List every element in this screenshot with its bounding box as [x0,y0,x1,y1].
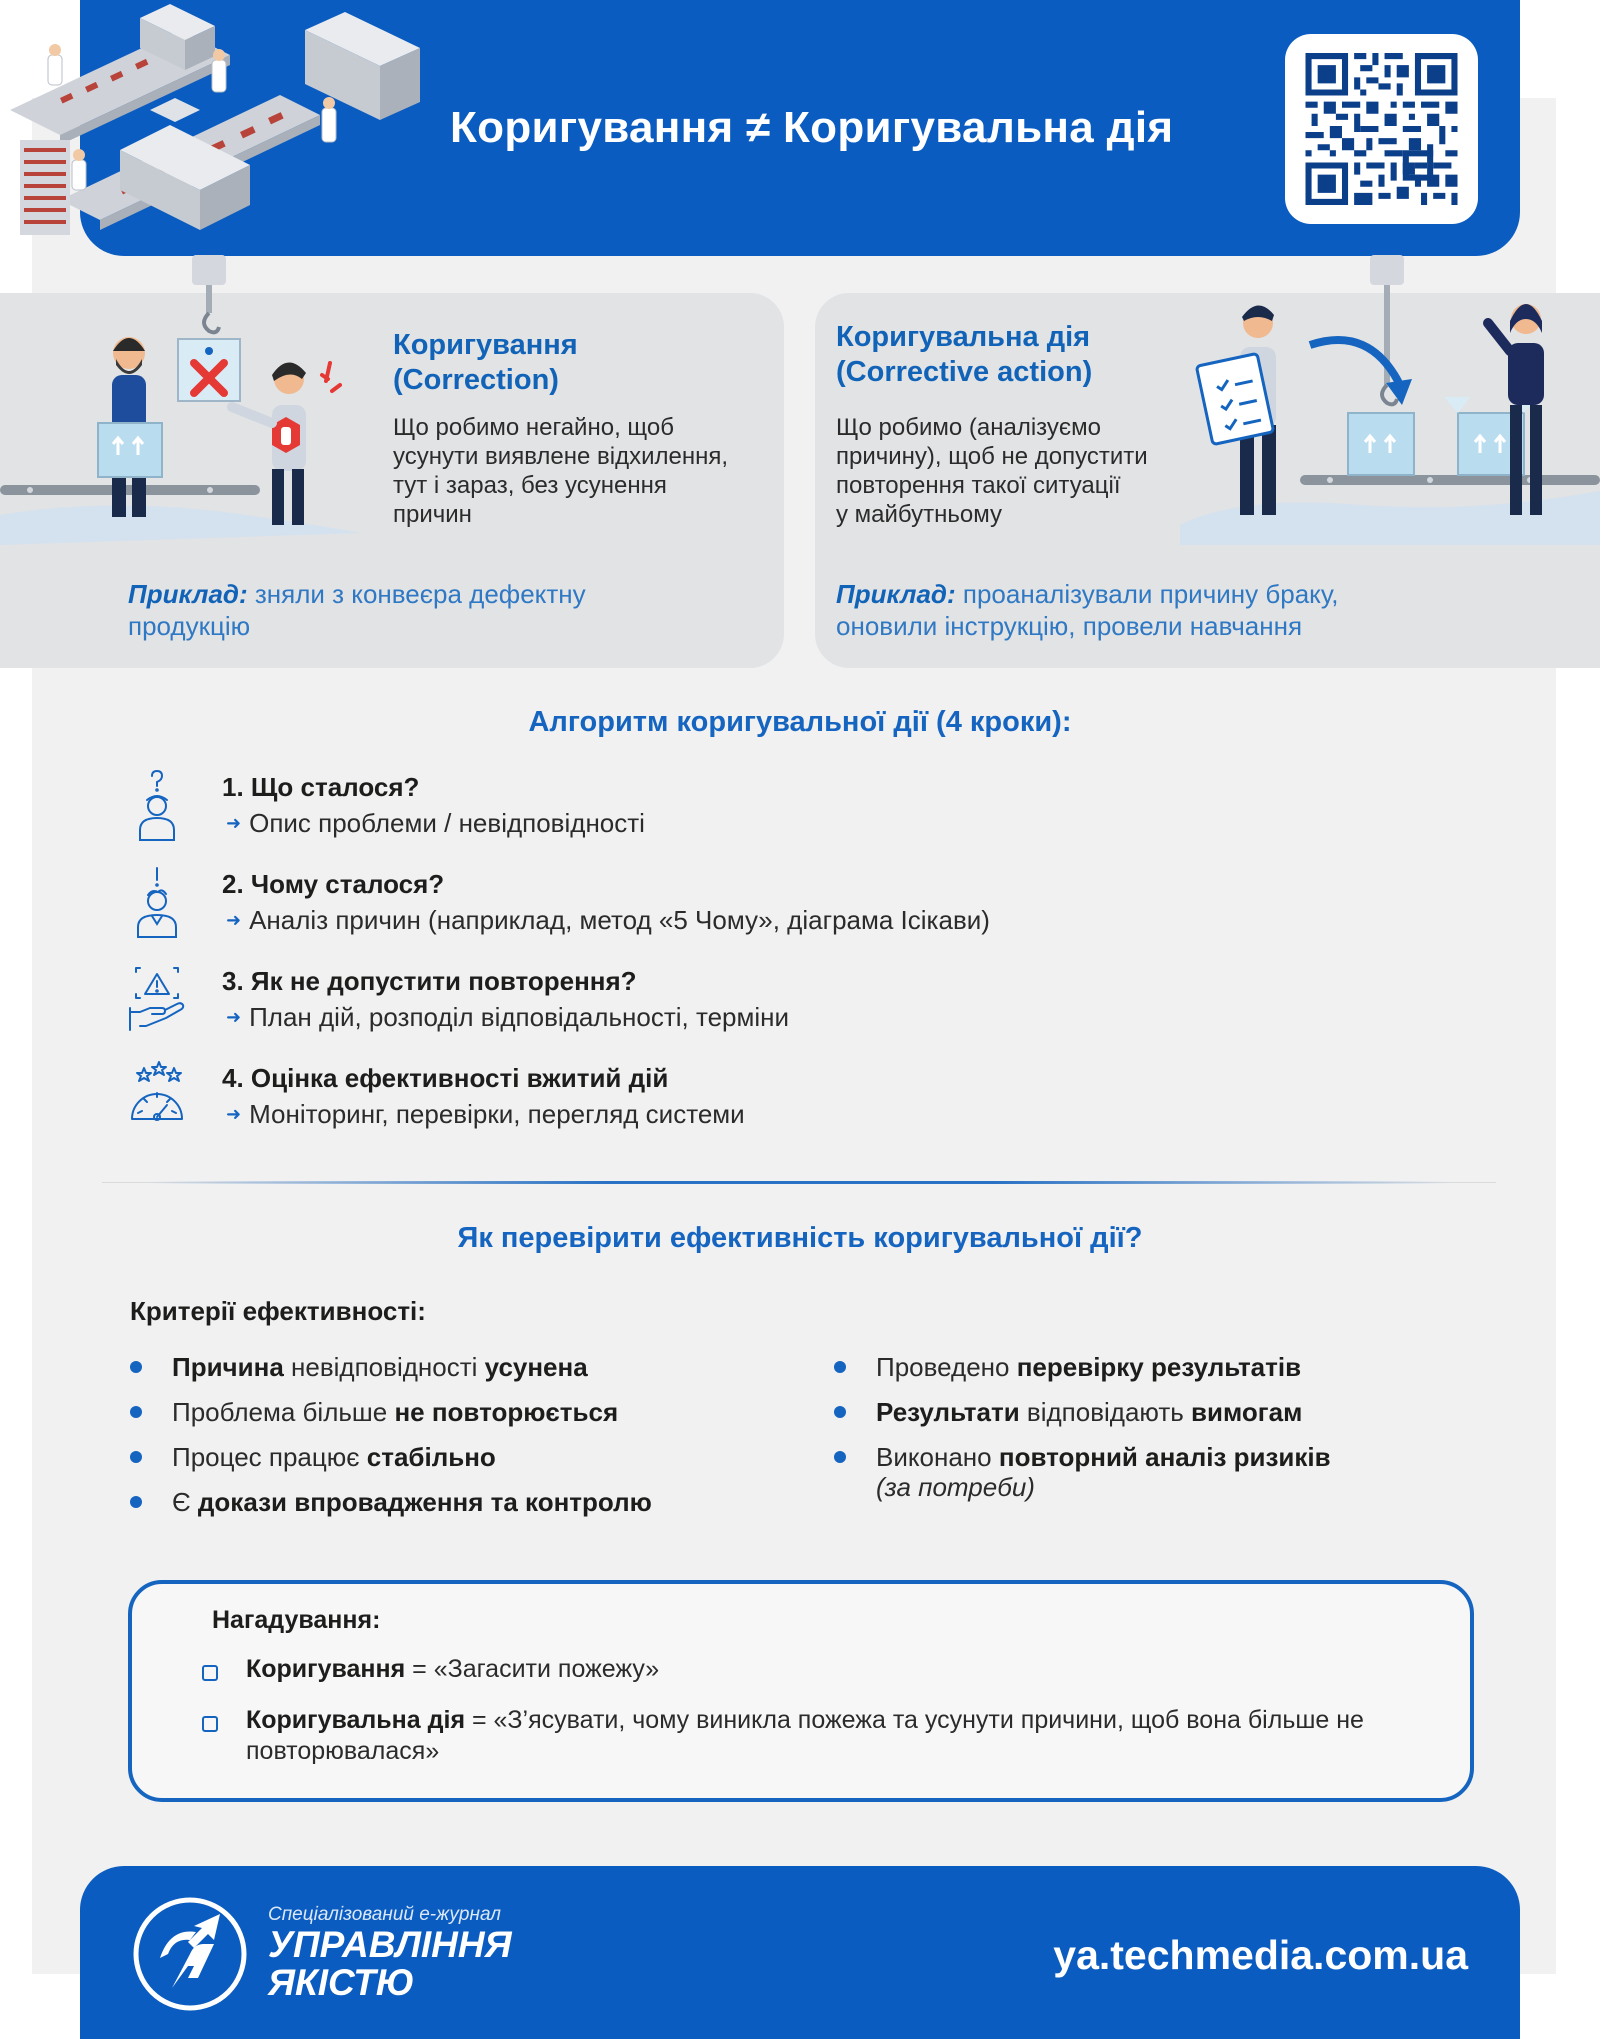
algorithm-step-2 [120,867,1120,947]
hand-warning-icon [128,964,186,1036]
footer-subtitle: Спеціалізований е-журнал [268,1904,502,1925]
criteria-note: (за потреби) [876,1472,1035,1502]
criteria-item: Процес працює стабільно [130,1442,750,1472]
arrow-right-icon: ➜ [226,813,242,833]
correction-example-text: зняли з конвеєра дефектну [247,579,586,609]
criteria-list-left [130,1352,750,1532]
arrow-right-icon: ➜ [226,1104,242,1124]
step-description [226,1099,745,1130]
correction-illustration [0,255,380,545]
correction-title: Коригування (Correction) [393,329,578,396]
footer-banner [80,1866,1520,2039]
reminder-item: Коригування = «Загасити пожежу» [202,1654,1422,1685]
criteria-item: Проблема більше не повторюється [130,1397,750,1427]
algorithm-step-4 [120,1061,1120,1141]
reminder-title: Нагадування: [212,1606,381,1634]
correction-description: Що робимо негайно, щоб усунути виявлене відхилення, тут і зараз, без усунення причин [393,414,729,528]
algorithm-heading: Алгоритм коригувальної дії (4 кроки): [528,706,1072,738]
person-exclamation-icon [128,867,186,939]
criteria-item: Причина невідповідності усунена [130,1352,750,1382]
step-description-text: Опис проблеми / невідповідності [249,808,645,838]
step-description [226,905,990,936]
correction-example-label: Приклад: [128,579,248,609]
qr-code [1285,34,1478,224]
corrective-action-example [836,578,1338,642]
step-title: 1. Що сталося? [222,772,420,802]
magazine-logo-icon [132,1896,248,2012]
arrow-right-icon: ➜ [226,910,242,930]
corrective-action-description: Що робимо (аналізуємо причину), щоб не допустити повторення такої ситуації у майбутньому [836,414,1148,528]
person-question-icon [128,770,186,842]
step-description-text: План дій, розподіл відповідальності, терміни [249,1002,790,1032]
algorithm-step-1 [120,770,1120,850]
step-title: 3. Як не допустити повторення? [222,966,637,996]
reminder-box [128,1580,1474,1802]
factory-illustration [0,0,440,240]
criteria-item: Виконано повторний аналіз ризиків (за потреби) [834,1442,1474,1502]
section-divider-accent [150,1181,1450,1184]
criteria-item: Проведено перевірку результатів [834,1352,1474,1382]
criteria-heading: Критерії ефективності: [130,1296,426,1326]
gauge-stars-icon [128,1061,186,1133]
step-description [226,808,645,839]
criteria-item: Результати відповідають вимогам [834,1397,1474,1427]
reminder-item: Коригувальна дія = «З’ясувати, чому виникла пожежа та усунути причини, щоб вона більше не повторювалася» [202,1705,1422,1767]
algorithm-step-3 [120,964,1120,1044]
corrective-action-example-text: проаналізували причину браку, [955,579,1339,609]
page-title: Коригування ≠ Коригувальна дія [450,103,1174,152]
criteria-list-right [834,1352,1474,1517]
corrective-action-example-text-line2: оновили інструкцію, провели навчання [836,611,1303,641]
qr-code-icon [1305,53,1458,205]
step-title: 4. Оцінка ефективності вжитий дій [222,1063,669,1093]
step-description [226,1002,789,1033]
corrective-action-example-label: Приклад: [836,579,956,609]
correction-example-text-line2: продукцію [128,611,251,641]
step-description-text: Аналіз причин (наприклад, метод «5 Чому», діаграма Ісікави) [249,905,990,935]
effectiveness-heading: Як перевірити ефективність коригувальної дії? [457,1222,1143,1254]
step-description-text: Моніторинг, перевірки, перегляд системи [249,1099,745,1129]
corrective-action-illustration [1180,255,1600,545]
corrective-action-title: Коригувальна дія (Corrective action) [836,321,1093,388]
correction-example [128,578,586,642]
footer-brand: УПРАВЛІННЯ ЯКІСТЮ [268,1924,512,2003]
arrow-right-icon: ➜ [226,1007,242,1027]
footer-url-link[interactable]: ya.techmedia.com.ua [1053,1932,1468,1978]
criteria-item: Є докази впровадження та контролю [130,1487,750,1517]
step-title: 2. Чому сталося? [222,869,445,899]
